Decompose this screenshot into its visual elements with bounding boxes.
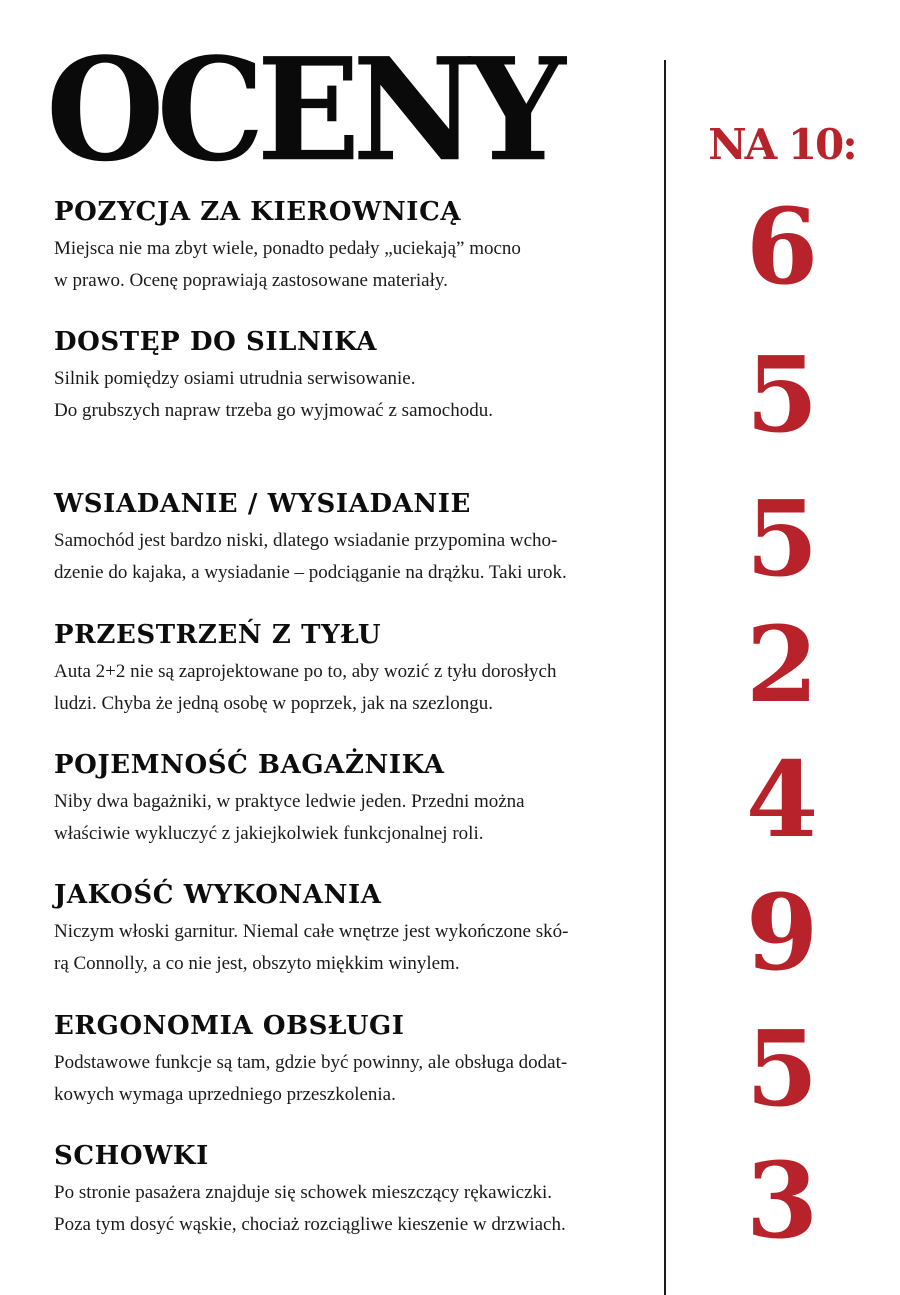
section-description <box>54 656 620 720</box>
description-line: ludzi. Chyba że jedną osobę w poprzek, jak na szezlongu. <box>54 693 493 714</box>
description-line: Silnik pomiędzy osiami utrudnia serwisowanie. <box>54 368 416 389</box>
rating-section-wsiadanie <box>54 486 620 589</box>
section-heading: ERGONOMIA OBSŁUGI <box>54 1011 405 1041</box>
description-line: dzenie do kajaka, a wysiadanie – podciąganie na drążku. Taki urok. <box>54 562 567 583</box>
description-line: Niczym włoski garnitur. Niemal całe wnętrze jest wykończone skó- <box>54 921 569 942</box>
section-description <box>54 916 620 980</box>
section-heading: POZYCJA ZA KIEROWNICĄ <box>54 197 462 227</box>
section-heading: PRZESTRZEŃ Z TYŁU <box>54 620 382 650</box>
score-value: 5 <box>745 477 819 600</box>
page-title: OCENY <box>46 27 558 194</box>
description-line: Podstawowe funkcje są tam, gdzie być powinny, ale obsługa dodat- <box>54 1052 568 1073</box>
description-line: Do grubszych napraw trzeba go wyjmować z samochodu. <box>54 400 493 421</box>
description-line: właściwie wykluczyć z jakiejkolwiek funkcjonalnej roli. <box>54 823 484 844</box>
rating-section-bagaznik <box>54 747 620 850</box>
section-description <box>54 525 620 589</box>
section-description <box>54 363 620 427</box>
description-line: Miejsca nie ma zbyt wiele, ponadto pedały „uciekają” mocno <box>54 238 521 259</box>
section-description <box>54 786 620 850</box>
score-value: 6 <box>745 185 819 308</box>
description-line: Niby dwa bagażniki, w praktyce ledwie jeden. Przedni można <box>54 791 525 812</box>
section-description <box>54 233 620 297</box>
vertical-divider <box>664 60 666 1295</box>
description-line: rą Connolly, a co nie jest, obszyto miękkim winylem. <box>54 953 460 974</box>
description-line: kowych wymaga uprzedniego przeszkolenia. <box>54 1084 396 1105</box>
section-heading: SCHOWKI <box>54 1141 209 1171</box>
score-value: 3 <box>745 1139 819 1262</box>
section-description <box>54 1177 620 1241</box>
score-value: 4 <box>745 738 819 861</box>
rating-section-przestrzen <box>54 617 620 720</box>
rating-section-schowki <box>54 1138 620 1241</box>
rating-section-ergonomia <box>54 1008 620 1111</box>
score-value: 2 <box>745 603 819 726</box>
description-line: w prawo. Ocenę poprawiają zastosowane materiały. <box>54 270 448 291</box>
description-line: Poza tym dosyć wąskie, chociaż rozciągliwe kieszenie w drzwiach. <box>54 1214 566 1235</box>
score-value: 5 <box>745 1007 819 1130</box>
section-heading: WSIADANIE / WYSIADANIE <box>54 489 471 519</box>
rating-section-pozycja <box>54 194 620 297</box>
description-line: Samochód jest bardzo niski, dlatego wsiadanie przypomina wcho- <box>54 530 558 551</box>
section-heading: JAKOŚĆ WYKONANIA <box>54 880 382 910</box>
section-heading: POJEMNOŚĆ BAGAŻNIKA <box>54 750 445 780</box>
scale-label: NA 10: <box>708 120 856 169</box>
score-value: 5 <box>745 333 819 456</box>
description-line: Po stronie pasażera znajduje się schowek mieszczący rękawiczki. <box>54 1182 552 1203</box>
rating-section-dostep <box>54 324 620 427</box>
section-description <box>54 1047 620 1111</box>
section-heading: DOSTĘP DO SILNIKA <box>54 327 378 357</box>
description-line: Auta 2+2 nie są zaprojektowane po to, aby wozić z tyłu dorosłych <box>54 661 557 682</box>
score-value: 9 <box>745 871 819 994</box>
rating-section-jakosc <box>54 877 620 980</box>
